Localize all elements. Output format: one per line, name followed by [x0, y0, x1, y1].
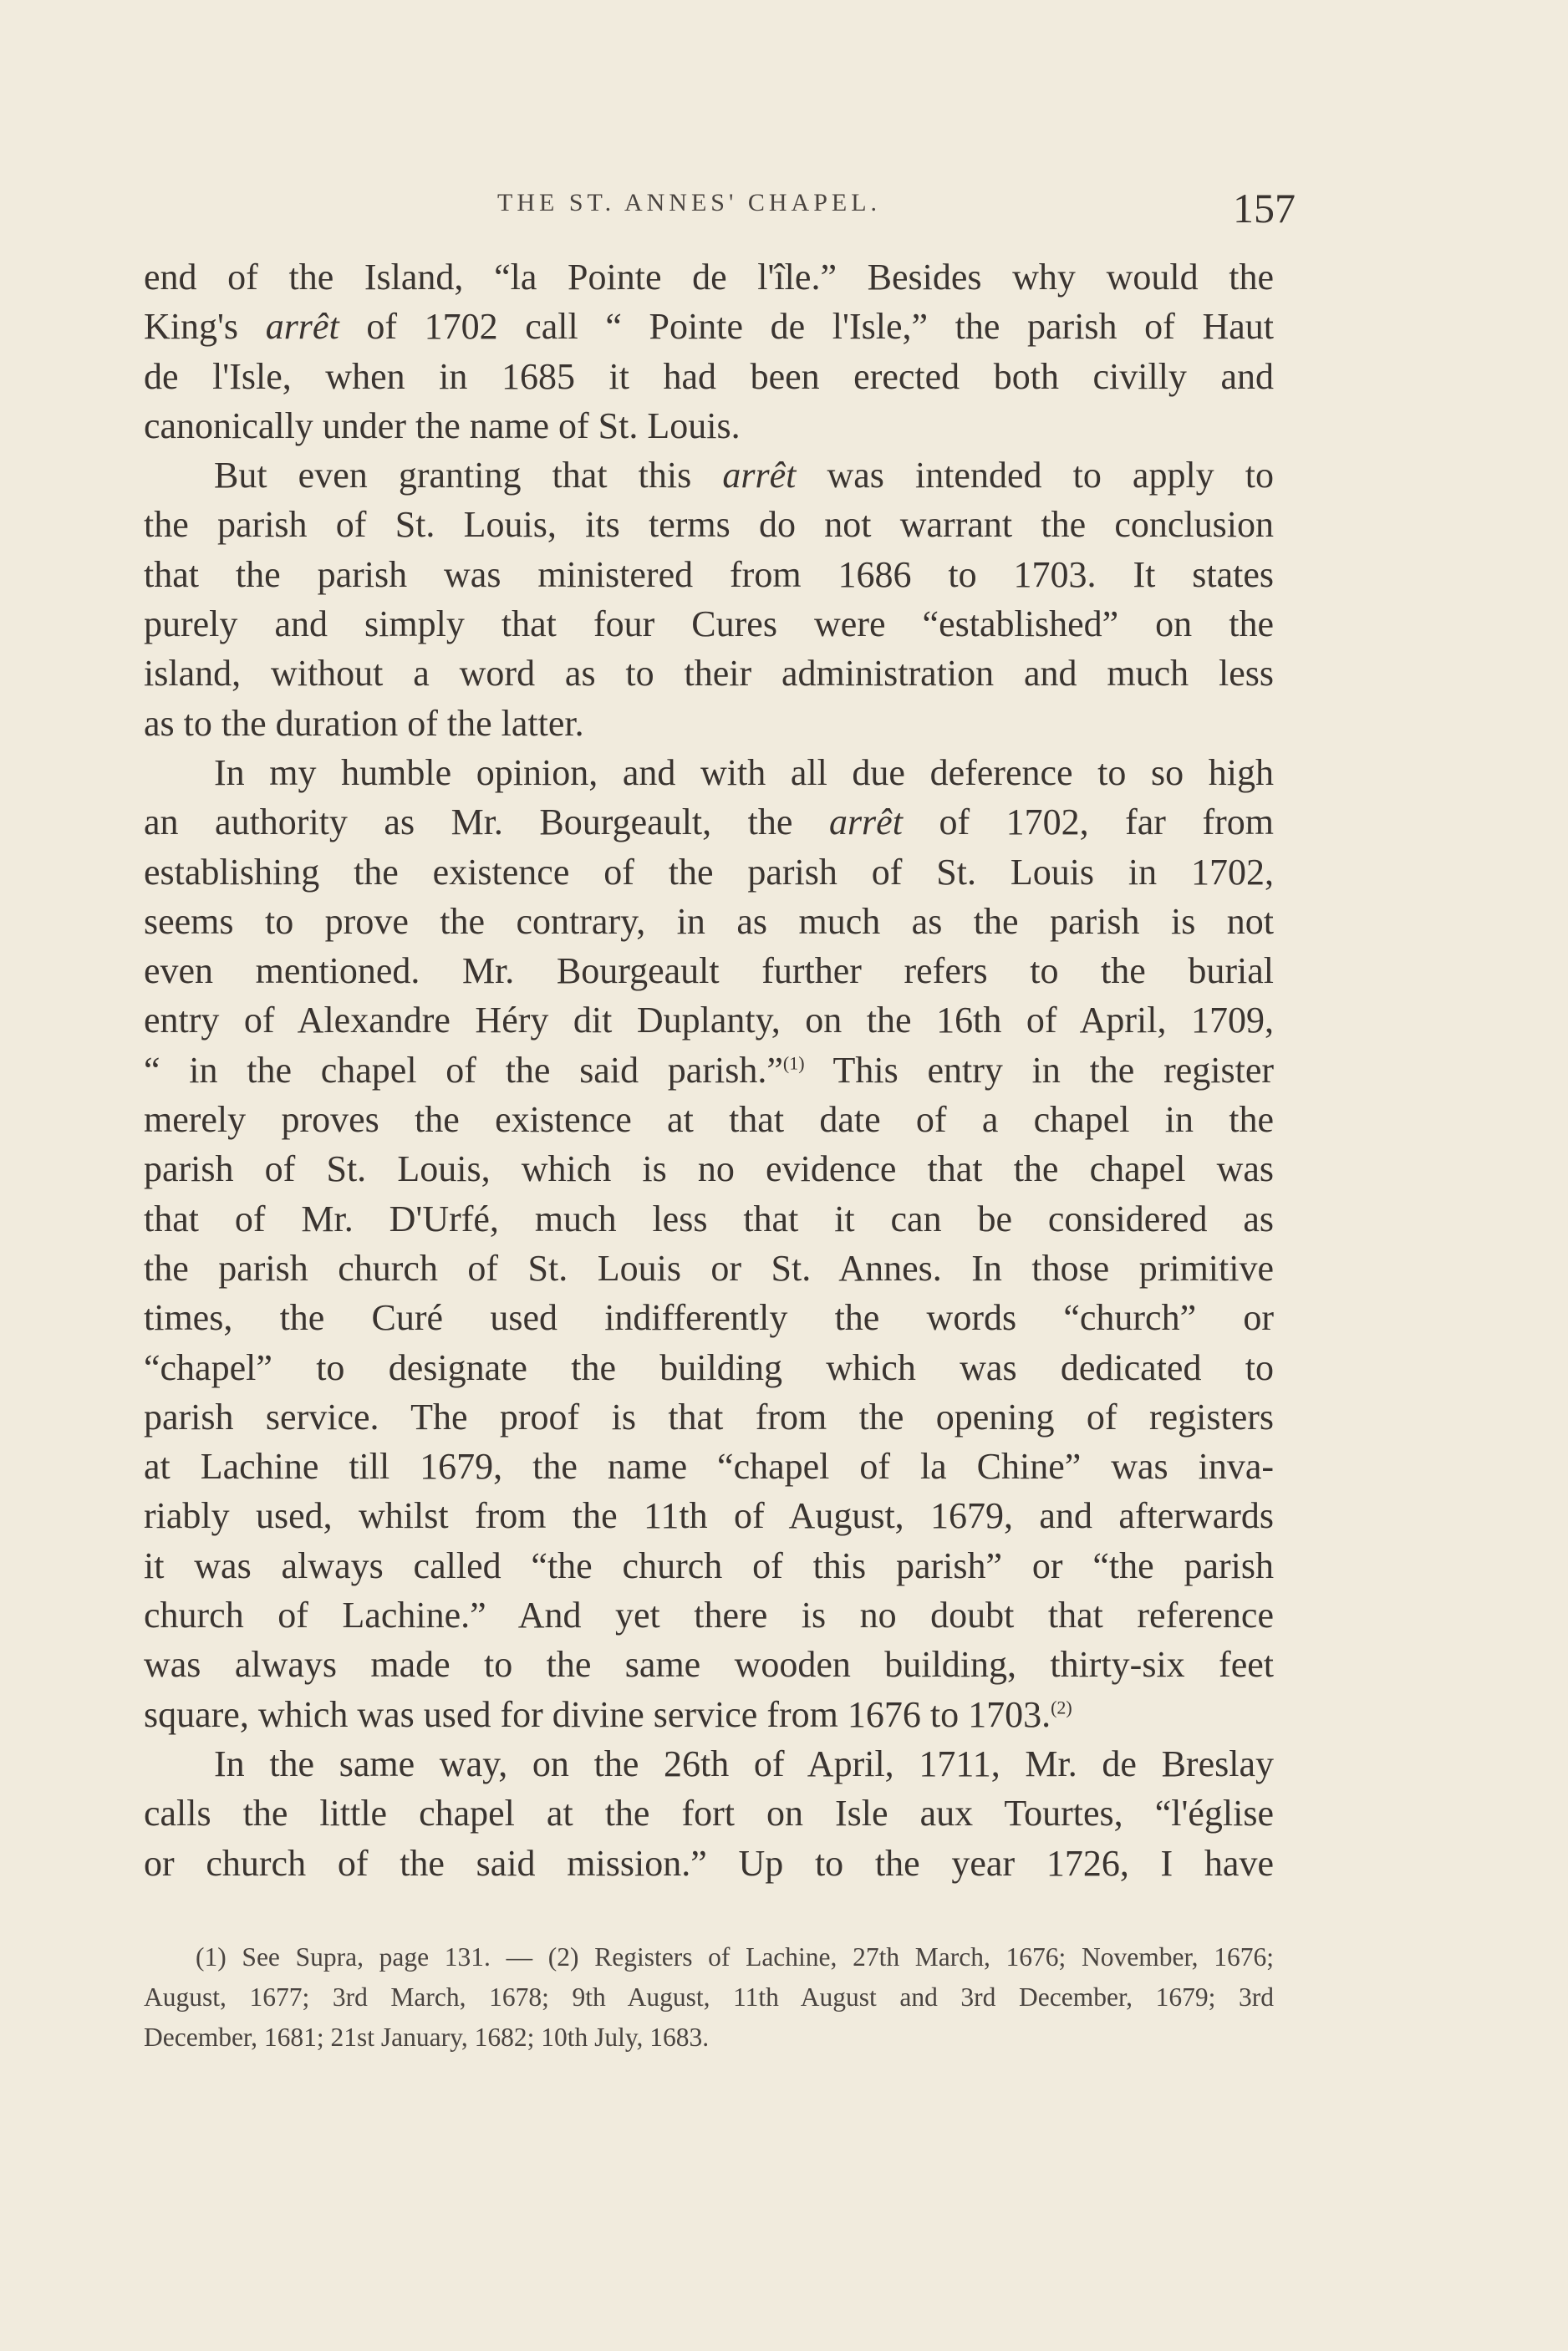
text-line: canonically under the name of St. Louis.	[144, 405, 741, 446]
text-line: an authority as Mr. Bourgeault, the arrêt of 1702, far from	[144, 801, 1275, 843]
text-line: establishing the existence of the parish of St. Louis in 1702,	[144, 851, 1274, 893]
footnote-line: August, 1677; 3rd March, 1678; 9th August, 11th August and 3rd December, 1679; 3rd	[144, 1982, 1274, 2012]
text-line: merely proves the existence at that date of a chapel in the	[144, 1099, 1274, 1141]
text-line: purely and simply that four Cures were “established” on the	[144, 603, 1274, 645]
text-line: In the same way, on the 26th of April, 1711, Mr. de Breslay	[214, 1743, 1274, 1784]
footnote-ref: (1)	[782, 1052, 805, 1074]
text-line: the parish church of St. Louis or St. Annes. In those primitive	[144, 1247, 1274, 1289]
text-line: end of the Island, “la Pointe de l'île.” Besides why would the	[144, 257, 1274, 298]
footnote-line: December, 1681; 21st January, 1682; 10th July, 1683.	[144, 2023, 710, 2052]
text-line: square, which was used for divine service from 1676 to 1703.$^{(2)}$	[144, 1693, 1072, 1735]
text-line: In my humble opinion, and with all due deference to so high	[214, 751, 1274, 793]
text-line: parish of St. Louis, which is no evidence that the chapel was	[144, 1148, 1274, 1190]
text-line: riably used, whilst from the 11th of August, 1679, and afterwards	[144, 1495, 1274, 1537]
text-line: “chapel” to designate the building which was dedicated to	[144, 1346, 1274, 1388]
text-line: island, without a word as to their administration and much less	[144, 653, 1274, 695]
text-line: But even granting that this arrêt was intended to apply to	[214, 455, 1275, 496]
text-line: the parish of St. Louis, its terms do not warrant the conclusion	[144, 504, 1274, 546]
text-line: it was always called “the church of this parish” or “the parish	[144, 1544, 1274, 1586]
footnote-ref: (2)	[1051, 1696, 1072, 1717]
text-line: church of Lachine.” And yet there is no doubt that reference	[144, 1595, 1274, 1636]
italic-term: arrêt	[722, 455, 797, 496]
body-text	[144, 252, 1274, 1888]
page-number: 157	[1233, 185, 1296, 232]
text-line: entry of Alexandre Héry dit Duplanty, on the 16th of April, 1709,	[144, 1000, 1274, 1041]
text-line: King's arrêt of 1702 call “ Pointe de l'Isle,” the parish of Haut	[144, 306, 1274, 348]
text-line: at Lachine till 1679, the name “chapel of la Chine” was inva-	[144, 1446, 1274, 1488]
text-line: “ in the chapel of the said parish.”$^{(1)}$ This entry in the register	[144, 1049, 1274, 1091]
italic-term: arrêt	[265, 306, 339, 348]
text-line: as to the duration of the latter.	[144, 702, 584, 744]
text-line: that of Mr. D'Urfé, much less that it can be considered as	[144, 1198, 1274, 1239]
running-head: THE ST. ANNES' CHAPEL.	[497, 189, 882, 216]
footnotes	[144, 1937, 1274, 2058]
text-line: parish service. The proof is that from the opening of registers	[144, 1396, 1274, 1438]
text-line: calls the little chapel at the fort on Isle aux Tourtes, “l'église	[144, 1793, 1274, 1834]
text-line: times, the Curé used indifferently the words “church” or	[144, 1297, 1274, 1339]
footnote-line: (1) See Supra, page 131. — (2) Registers of Lachine, 27th March, 1676; November, 1676;	[196, 1942, 1274, 1972]
text-line: or church of the said mission.” Up to the year 1726, I have	[144, 1842, 1274, 1884]
italic-term: arrêt	[828, 801, 903, 843]
text-line: was always made to the same wooden building, thirty-six feet	[144, 1644, 1274, 1686]
text-line: seems to prove the contrary, in as much as the parish is not	[144, 900, 1274, 942]
text-line: de l'Isle, when in 1685 it had been erected both civilly and	[144, 355, 1274, 397]
text-line: even mentioned. Mr. Bourgeault further refers to the burial	[144, 950, 1274, 992]
text-line: that the parish was ministered from 1686 to 1703. It states	[144, 553, 1274, 595]
